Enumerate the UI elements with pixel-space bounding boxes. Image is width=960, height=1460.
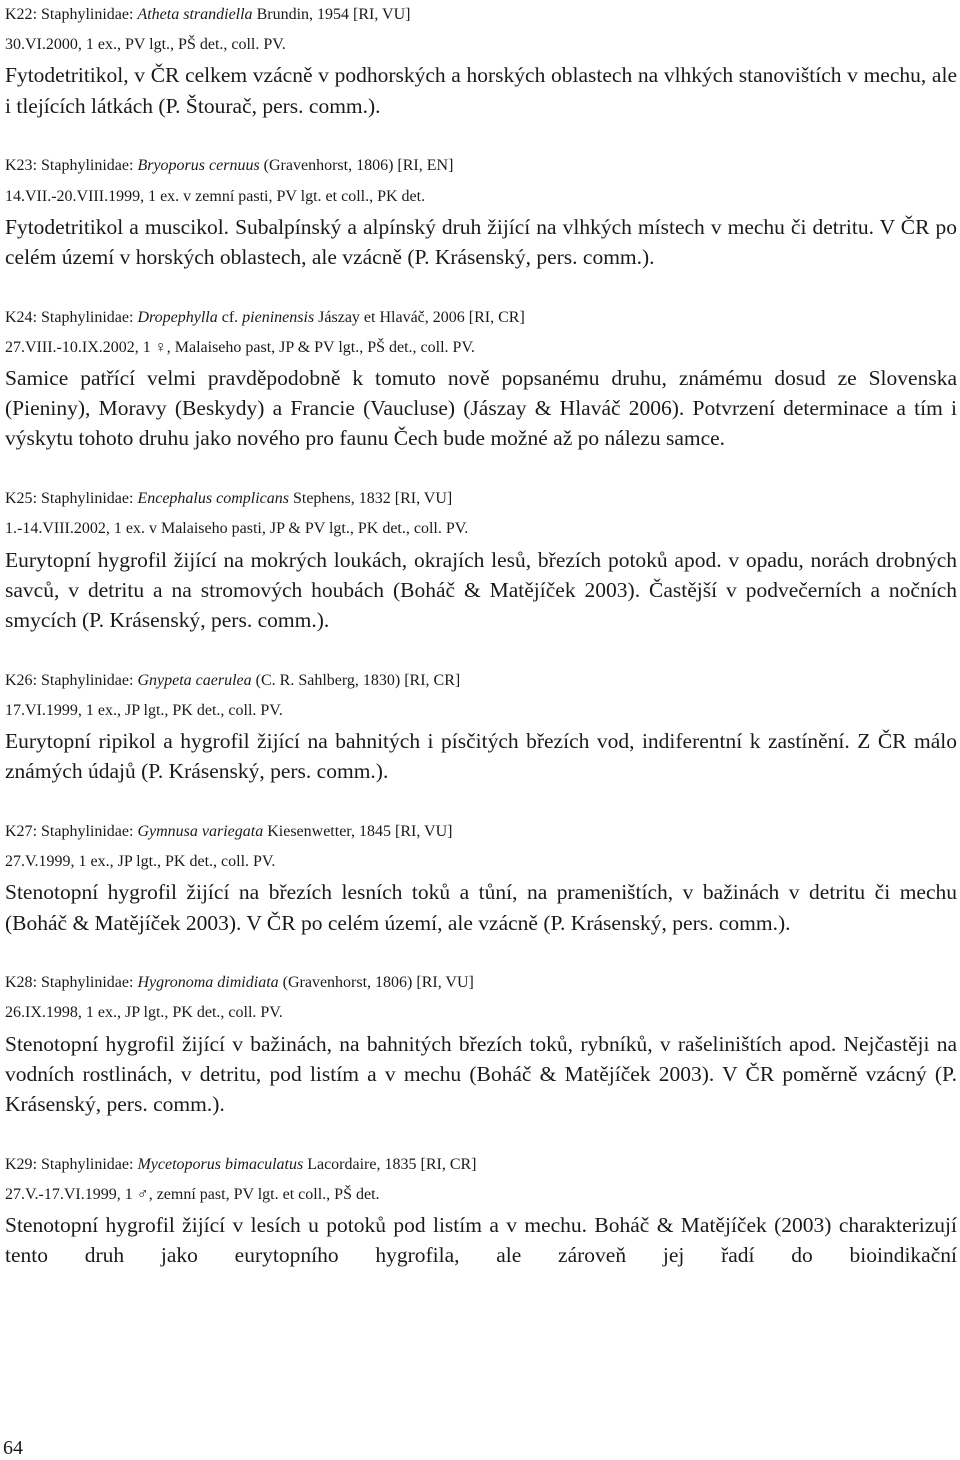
entry-code: K27 (5, 822, 33, 840)
species-entry (5, 817, 957, 938)
species-epithet: pieninensis (242, 308, 315, 326)
species-name: Atheta strandiella (137, 6, 253, 23)
collection-record: 26.IX.1998, 1 ex., JP lgt., PK det., coll. PV. (5, 1004, 283, 1022)
entry-code: K28 (5, 974, 33, 992)
family-name: Staphylinidae (41, 308, 129, 326)
species-entry (5, 1150, 957, 1271)
collection-record: 17.VI.1999, 1 ex., JP lgt., PK det., coll. PV. (5, 701, 283, 719)
collection-record: 27.VIII.-10.IX.2002, 1 ♀, Malaiseho past, JP & PV lgt., PŠ det., coll. PV. (5, 338, 475, 356)
document-page (5, 0, 957, 1301)
species-entry (5, 666, 957, 787)
entry-heading: K25: Staphylinidae: Encephalus complicans Stephens, 1832 [RI, VU] (5, 490, 453, 508)
entry-code: K23 (5, 157, 33, 175)
authority-and-status: (Gravenhorst, 1806) [RI, EN] (263, 157, 454, 175)
family-name: Staphylinidae (41, 490, 129, 508)
family-name: Staphylinidae (41, 1155, 129, 1173)
species-name: Gymnusa variegata (137, 822, 264, 840)
species-description: Eurytopní hygrofil žijící na mokrých loukách, okrajích lesů, březích potoků apod. v opadu, norách drobných savců, v detritu a na stromových houbách (Boháč & Matějíček 2003). Častější v podvečerních a nočních smycích (P. Krásenský, pers. comm.). (5, 547, 957, 632)
species-name: Hygronoma dimidiata (137, 974, 279, 992)
species-description: Samice patřící velmi pravděpodobně k tomuto nově popsanému druhu, známému dosud ze Slovenska (Pieniny), Moravy (Beskydy) a Francie (Vaucluse) (Jászay & Hlaváč 2006). Potvrzení determinace a tím i výskytu tohoto druhu jako nového pro faunu Čech bude možné až po nálezu samce. (5, 366, 957, 451)
species-description: Stenotopní hygrofil žijící v lesích u potoků pod listím a v mechu. Boháč & Matějíček (2003) charakterizují tento druh jako eurytopního hygrofila, ale zároveň jej řadí do bioindikační (5, 1213, 957, 1268)
collection-record: 30.VI.2000, 1 ex., PV lgt., PŠ det., coll. PV. (5, 36, 286, 54)
species-name: Bryoporus cernuus (137, 157, 260, 175)
authority-and-status: (C. R. Sahlberg, 1830) [RI, CR] (255, 671, 461, 689)
entry-heading: K24: Staphylinidae: Dropephylla cf. pieninensis Jászay et Hlaváč, 2006 [RI, CR] (5, 308, 525, 326)
collection-record: 1.-14.VIII.2002, 1 ex. v Malaiseho pasti, JP & PV lgt., PK det., coll. PV. (5, 520, 469, 538)
page-number: 64 (3, 1437, 23, 1459)
species-entry (5, 484, 957, 635)
species-entry (5, 0, 957, 121)
species-entry (5, 968, 957, 1119)
collection-record: 14.VII.-20.VIII.1999, 1 ex. v zemní pasti, PV lgt. et coll., PK det. (5, 187, 426, 205)
authority-and-status: Jászay et Hlaváč, 2006 [RI, CR] (318, 308, 525, 326)
species-description: Fytodetritikol, v ČR celkem vzácně v podhorských a horských oblastech na vlhkých stanovištích v mechu, ale i tlejících látkách (P. Štourač, pers. comm.). (5, 63, 957, 118)
species-entry (5, 303, 957, 454)
authority-and-status: Lacordaire, 1835 [RI, CR] (307, 1155, 477, 1173)
family-name: Staphylinidae (41, 157, 129, 175)
authority-and-status: Kiesenwetter, 1845 [RI, VU] (267, 822, 453, 840)
species-name: Gnypeta caerulea (137, 671, 252, 689)
entry-code: K25 (5, 490, 33, 508)
authority-and-status: Brundin, 1954 [RI, VU] (256, 6, 411, 23)
species-description: Eurytopní ripikol a hygrofil žijící na bahnitých i písčitých březích vod, indiferentní k zastínění. Z ČR málo známých údajů (P. Krásenský, pers. comm.). (5, 729, 957, 784)
family-name: Staphylinidae (41, 822, 129, 840)
entry-code: K24 (5, 308, 33, 326)
species-name: Mycetoporus bimaculatus (137, 1155, 304, 1173)
entry-heading: K28: Staphylinidae: Hygronoma dimidiata (Gravenhorst, 1806) [RI, VU] (5, 974, 474, 992)
name-qualifier: cf. (221, 308, 239, 326)
entry-heading: K29: Staphylinidae: Mycetoporus bimaculatus Lacordaire, 1835 [RI, CR] (5, 1155, 477, 1173)
species-name: Dropephylla (137, 308, 218, 326)
family-name: Staphylinidae (41, 6, 129, 23)
entry-heading: K22: Staphylinidae: Atheta strandiella Brundin, 1954 [RI, VU] (5, 6, 411, 23)
family-name: Staphylinidae (41, 974, 129, 992)
entry-heading: K27: Staphylinidae: Gymnusa variegata Kiesenwetter, 1845 [RI, VU] (5, 822, 453, 840)
species-entry (5, 151, 957, 272)
authority-and-status: Stephens, 1832 [RI, VU] (292, 490, 453, 508)
species-description: Fytodetritikol a muscikol. Subalpínský a alpínský druh žijící na vlhkých místech v mechu či detritu. V ČR po celém území v horských oblastech, ale vzácně (P. Krásenský, pers. comm.). (5, 214, 957, 269)
entry-code: K26 (5, 671, 33, 689)
authority-and-status: (Gravenhorst, 1806) [RI, VU] (282, 974, 474, 992)
entry-code: K29 (5, 1155, 33, 1173)
entry-code: K22 (5, 6, 33, 23)
species-description: Stenotopní hygrofil žijící na březích lesních toků a tůní, na prameništích, v bažinách v detritu či mechu (Boháč & Matějíček 2003). V ČR po celém území, ale vzácně (P. Krásenský, pers. comm.). (5, 880, 957, 935)
species-description: Stenotopní hygrofil žijící v bažinách, na bahnitých březích toků, rybníků, v rašeliništích apod. Nejčastěji na vodních rostlinách, v detritu, pod listím a v mechu (Boháč & Matějíček 2003). V ČR poměrně vzácný (P. Krásenský, pers. comm.). (5, 1031, 957, 1117)
species-name: Encephalus complicans (137, 490, 289, 508)
entry-heading: K26: Staphylinidae: Gnypeta caerulea (C. R. Sahlberg, 1830) [RI, CR] (5, 671, 461, 689)
collection-record: 27.V.1999, 1 ex., JP lgt., PK det., coll. PV. (5, 853, 276, 871)
collection-record: 27.V.-17.VI.1999, 1 ♂, zemní past, PV lgt. et coll., PŠ det. (5, 1186, 380, 1203)
family-name: Staphylinidae (41, 671, 129, 689)
entry-heading: K23: Staphylinidae: Bryoporus cernuus (Gravenhorst, 1806) [RI, EN] (5, 157, 454, 175)
